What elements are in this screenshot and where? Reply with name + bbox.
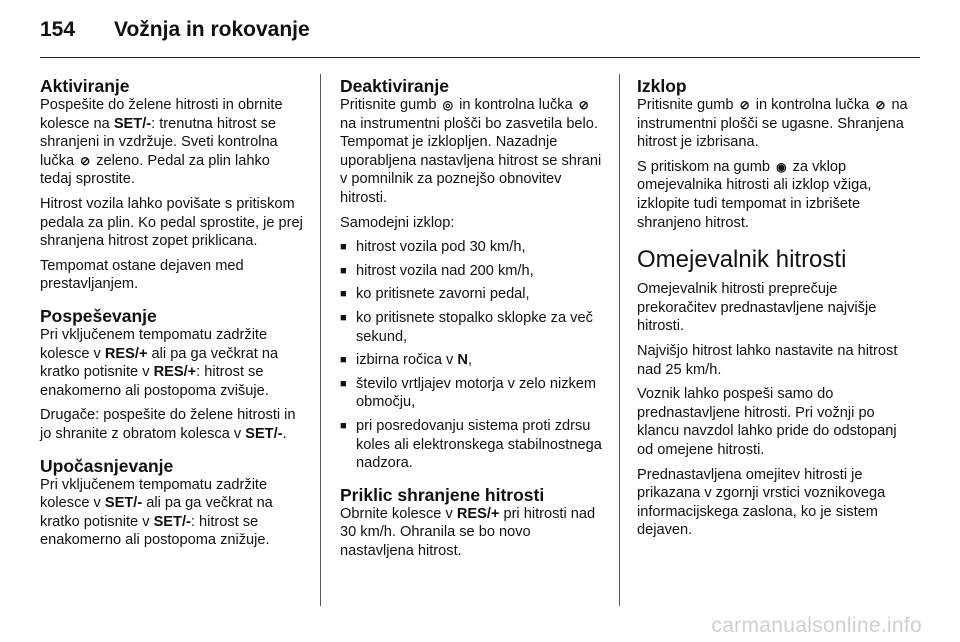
column-divider-1 [320,74,321,606]
list-item: ■ pri posredovanju sistema proti zdrsu koles ali elektronskega stabilnostnega nadzora. [340,417,606,473]
paragraph: Hitrost vozila lahko povišate s pritiskom pedala za plin. Ko pedal sprostite, je prej shranjena hitrost zopet priklicana. [40,195,303,250]
paragraph: Samodejni izklop: [340,214,455,231]
section-pospesevanje [40,306,304,444]
list-item: ■ ko pritisnete stopalko sklopke za več sekund, [340,309,606,346]
page-title: Vožnja in rokovanje [114,18,310,41]
paragraph: Obrnite kolesce v RES/+ pri hitrosti nad 30 km/h. Ohranila se bo novo nastavljena hitrost. [340,505,596,559]
cruise-indicator-icon: ⊘ [80,153,91,168]
heading-deaktiviranje: Deaktiviranje [340,76,449,96]
paragraph: Pri vključenem tempomatu zadržite kolesce v RES/+ ali pa ga večkrat na kratko potisnite v RES/+: hitrost se enakomerno ali postopoma zvišuje. [40,326,279,399]
heading-izklop: Izklop [637,76,687,96]
column-divider-2 [619,74,620,606]
section-izklop [637,76,915,232]
paragraph: Pritisnite gumb ◎ in kontrolna lučka ⊘ na instrumentni plošči bo zasvetila belo. Tempomat je izklopljen. Nazadnje uporabljena nastavljena hitrost se shrani v pomnilnik za poznejšo obnovitev hitrosti. [340,97,602,206]
section-upocasnjevanje [40,456,304,550]
heading-omejevalnik: Omejevalnik hitrosti [637,246,847,274]
cruise-indicator-icon: ⊘ [875,98,886,112]
list-item: ■ izbirna ročica v N, [340,351,606,370]
heading-upocasnjevanje: Upočasnjevanje [40,455,174,476]
paragraph: Pritisnite gumb ⊘ in kontrolna lučka ⊘ na instrumentni plošči se ugasne. Shranjena hitrost je izbrisana. [637,97,908,151]
paragraph: Prednastavljena omejitev hitrosti je prikazana v zgornji vrstici voznikovega informacijskega zaslona, ko je sistem dejaven. [637,466,886,539]
column-3 [637,76,915,546]
cruise-off-button-icon: ⊘ [739,98,750,112]
column-2 [340,76,606,572]
page-number: 154 [40,18,76,41]
list-item: ■ hitrost vozila nad 200 km/h, [340,262,606,281]
watermark: carmanualsonline.info [711,614,922,637]
paragraph: Tempomat ostane dejaven med prestavljanjem. [40,257,244,293]
list-item: ■ število vrtljajev motorja v zelo nizkem območju, [340,375,606,412]
heading-pospesevanje: Pospeševanje [40,305,157,326]
heading-aktiviranje: Aktiviranje [40,76,130,96]
cruise-button-icon: ◎ [442,98,454,112]
paragraph: Drugače: pospešite do želene hitrosti in jo shranite z obratom kolesca v SET/-. [40,407,296,442]
cruise-indicator-icon: ⊘ [578,98,589,112]
paragraph: Najvišjo hitrost lahko nastavite na hitrost nad 25 km/h. [637,342,898,378]
section-priklic [340,485,606,561]
paragraph: Omejevalnik hitrosti preprečuje prekoračitev prednastavljene najvišje hitrosti. [637,281,877,335]
auto-off-list [340,238,606,473]
column-1 [40,76,304,562]
section-aktiviranje [40,76,304,294]
paragraph: Pospešite do želene hitrosti in obrnite kolesce na SET/-: trenutna hitrost se shranjeni in vzdržuje. Sveti kontrolna lučka ⊘ zeleno. Pedal za plin lahko tedaj sprostite. [40,97,283,188]
list-item: ■ hitrost vozila pod 30 km/h, [340,238,606,257]
heading-priklic: Priklic shranjene hitrosti [340,484,545,505]
section-deaktiviranje [340,76,606,473]
page-header [40,18,310,48]
paragraph: Pri vključenem tempomatu zadržite kolesce v SET/- ali pa ga večkrat na kratko potisnite v SET/-: hitrost se enakomerno ali postopoma znižuje. [40,476,273,549]
header-rule [40,57,920,58]
list-item: ■ ko pritisnete zavorni pedal, [340,285,606,304]
paragraph: Voznik lahko pospeši samo do prednastavljene hitrosti. Pri vožnji po klancu navzdol lahko pride do odstopanj od omejene hitrosti. [637,386,897,458]
speed-limiter-icon: ◉ [776,159,787,174]
paragraph: S pritiskom na gumb ◉ za vklop omejevalnika hitrosti ali izklop vžiga, izklopite tudi tempomat in izbrišete shranjeno hitrost. [637,158,872,231]
